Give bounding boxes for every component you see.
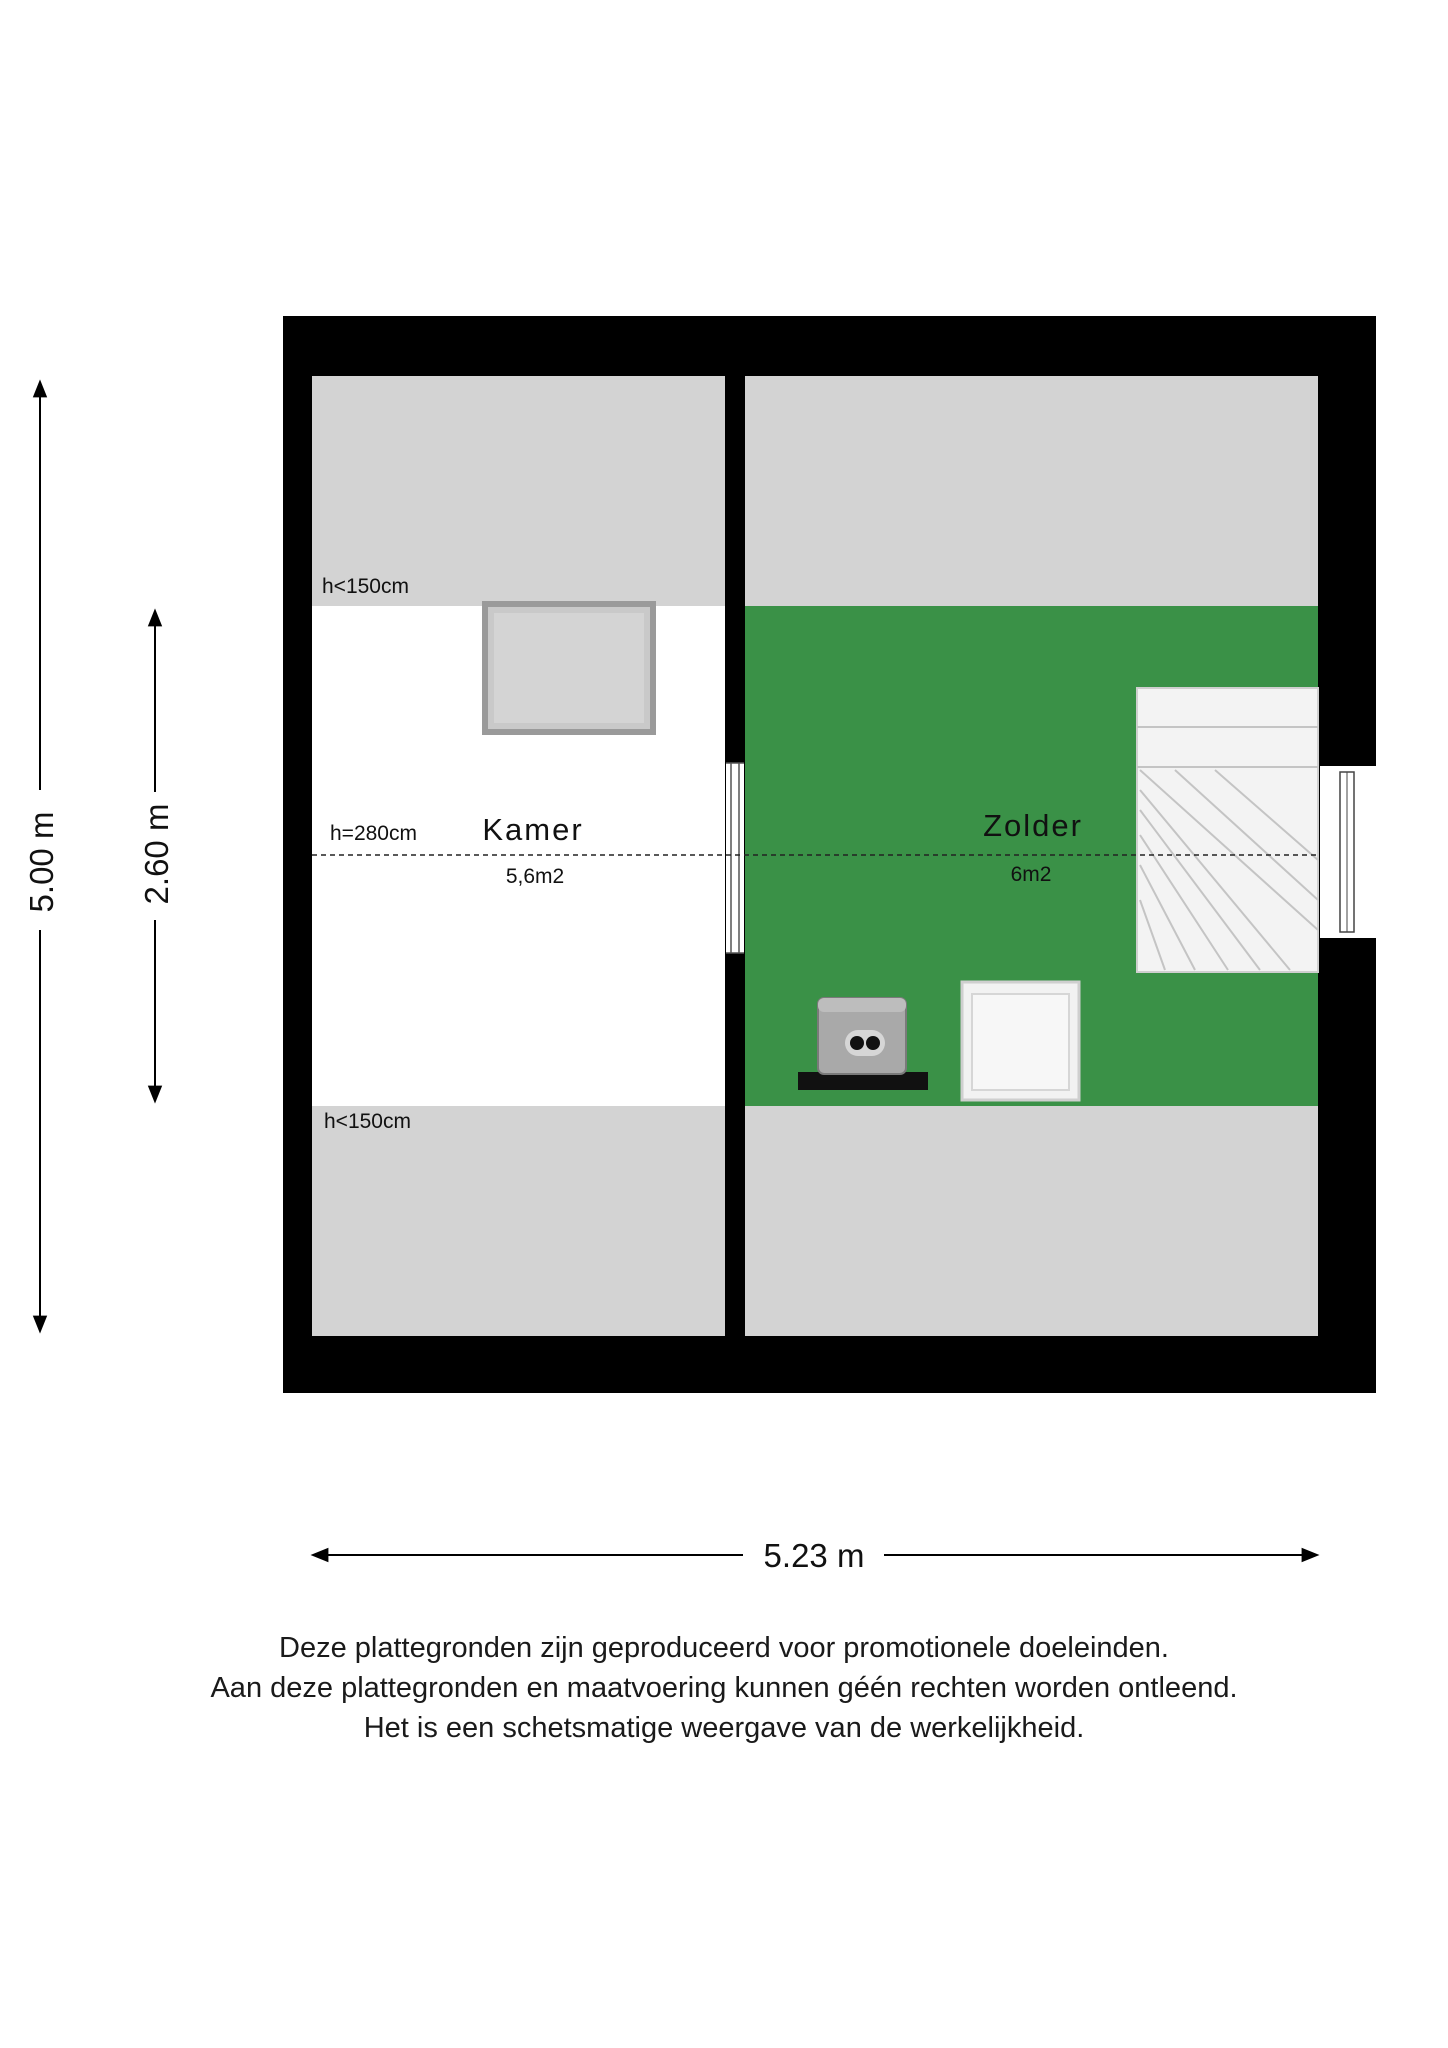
room-name-kamer: Kamer: [482, 812, 584, 847]
disclaimer-line-3: Het is een schetsmatige weergave van de werkelijkheid.: [363, 1712, 1085, 1744]
room-kamer: [312, 376, 725, 1336]
dimension-label-width: 5.23 m: [763, 1537, 865, 1574]
washing-machine: [962, 982, 1079, 1100]
disclaimer-line-2: Aan deze plattegronden en maatvoering kunnen géén rechten worden ontleend.: [210, 1672, 1238, 1704]
dimension-label-usable-height: 2.60 m: [138, 803, 175, 905]
height-label-bottom: h<150cm: [324, 1110, 411, 1133]
window: [1320, 766, 1376, 938]
kamer-low-ceiling-bottom: [312, 1106, 725, 1336]
kamer-low-ceiling-top: [312, 376, 725, 606]
room-area-kamer: 5,6m2: [505, 865, 565, 888]
disclaimer-line-1: Deze plattegronden zijn geproduceerd voor promotionele doeleinden.: [279, 1632, 1169, 1664]
zolder-low-ceiling-top: [745, 376, 1318, 606]
disclaimer: [0, 1628, 1448, 1748]
dimension-label-total-height: 5.00 m: [23, 811, 60, 913]
staircase: [1137, 688, 1318, 972]
room-area-zolder: 6m2: [1010, 863, 1052, 886]
room-name-zolder: Zolder: [983, 808, 1083, 843]
interior-door: [726, 763, 744, 953]
height-label-top: h<150cm: [322, 575, 409, 598]
dimension-total-height: [23, 383, 60, 1330]
zolder-low-ceiling-bottom: [745, 1106, 1318, 1336]
height-label-middle: h=280cm: [330, 822, 417, 845]
dimension-width: [314, 1537, 1316, 1574]
dimension-usable-height: [138, 612, 175, 1100]
